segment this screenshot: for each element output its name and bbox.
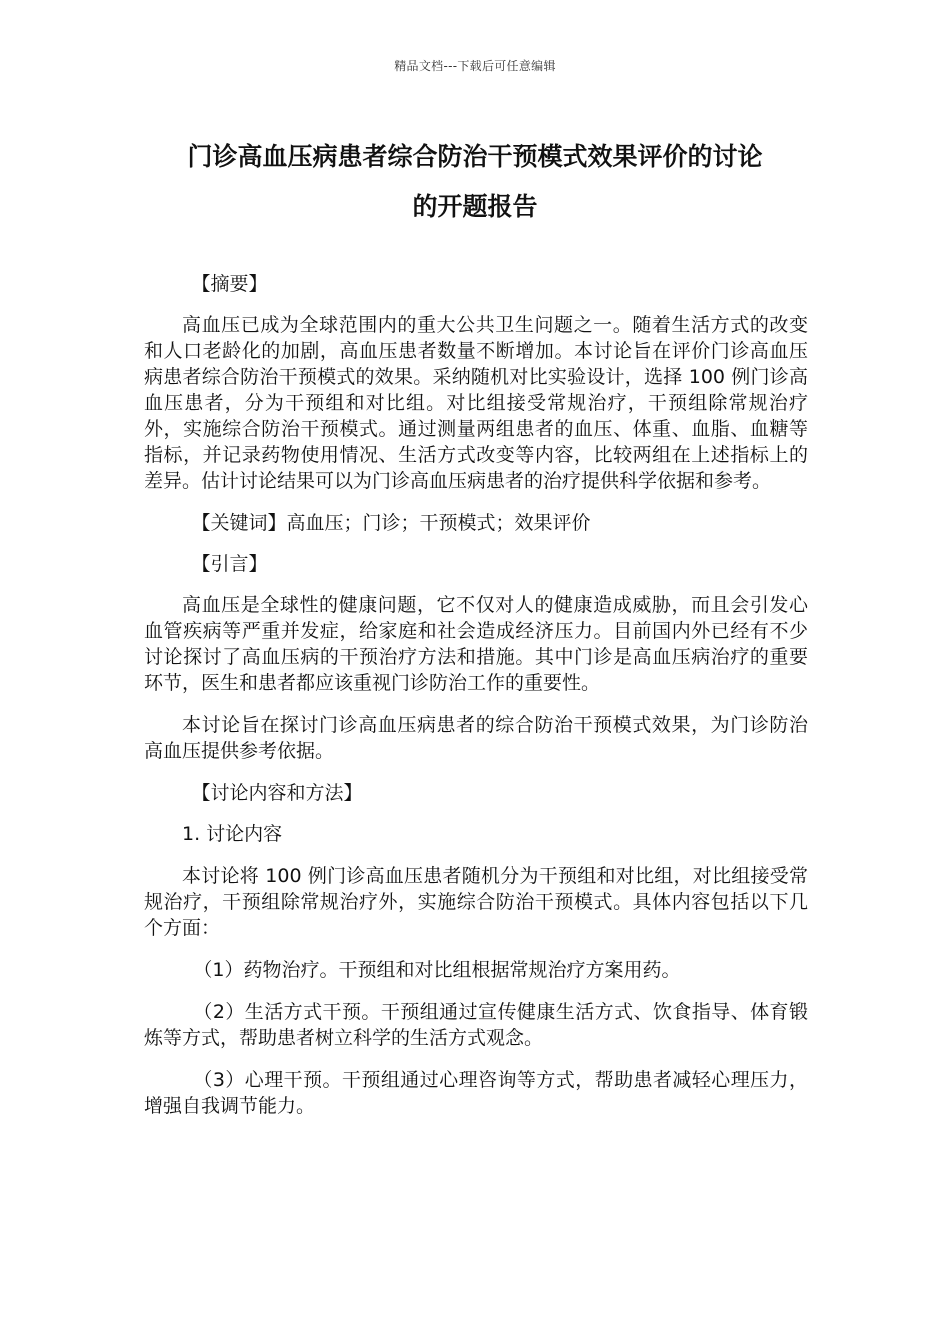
header-note: 精品文档---下载后可任意编辑	[394, 59, 556, 73]
abstract-heading: 【摘要】	[191, 273, 268, 295]
list-item-1: （1）药物治疗。干预组和对比组根据常规治疗方案用药。	[193, 959, 681, 981]
abstract-paragraph: 高血压已成为全球范围内的重大公共卫生问题之一。随着生活方式的改变和人口老龄化的加剧，高血压患者数量不断增加。本讨论旨在评价门诊高血压病患者综合防治干预模式的效果。采纳随机对比实验设计，选择 100 例门诊高血压患者，分为干预组和对比组。对比组接受常规治疗，干预组除常规治疗外，实施综合防治干预模式。通过测量两组患者的血压、体重、血脂、血糖等指标，并记录药物使用情况、生活方式改变等内容，比较两组在上述指标上的差异。估计讨论结果可以为门诊高血压病患者的治疗提供科学依据和参考。	[144, 314, 808, 492]
document-body	[144, 271, 808, 1135]
title-line-1: 门诊高血压病患者综合防治干预模式效果评价的讨论	[187, 142, 763, 171]
intro-paragraph-1: 高血压是全球性的健康问题，它不仅对人的健康造成威胁，而且会引发心血管疾病等严重并发症，给家庭和社会造成经济压力。目前国内外已经有不少讨论探讨了高血压病的干预治疗方法和措施。其中门诊是高血压病治疗的重要环节，医生和患者都应该重视门诊防治工作的重要性。	[144, 594, 808, 694]
list-item-3: （3）心理干预。干预组通过心理咨询等方式，帮助患者减轻心理压力，增强自我调节能力。	[144, 1069, 808, 1117]
methods-subheading-1: 1. 讨论内容	[182, 823, 283, 845]
keywords-line: 【关键词】高血压；门诊；干预模式；效果评价	[191, 512, 591, 534]
intro-paragraph-2: 本讨论旨在探讨门诊高血压病患者的综合防治干预模式效果，为门诊防治高血压提供参考依据。	[144, 714, 808, 762]
methods-paragraph-1: 本讨论将 100 例门诊高血压患者随机分为干预组和对比组，对比组接受常规治疗，干预组除常规治疗外，实施综合防治干预模式。具体内容包括以下几个方面：	[144, 865, 808, 939]
methods-heading: 【讨论内容和方法】	[191, 782, 363, 804]
title-line-2: 的开题报告	[412, 192, 538, 221]
list-item-2: （2）生活方式干预。干预组通过宣传健康生活方式、饮食指导、体育锻炼等方式，帮助患者树立科学的生活方式观念。	[144, 1001, 808, 1049]
document-title	[130, 132, 820, 232]
intro-heading: 【引言】	[191, 553, 268, 575]
